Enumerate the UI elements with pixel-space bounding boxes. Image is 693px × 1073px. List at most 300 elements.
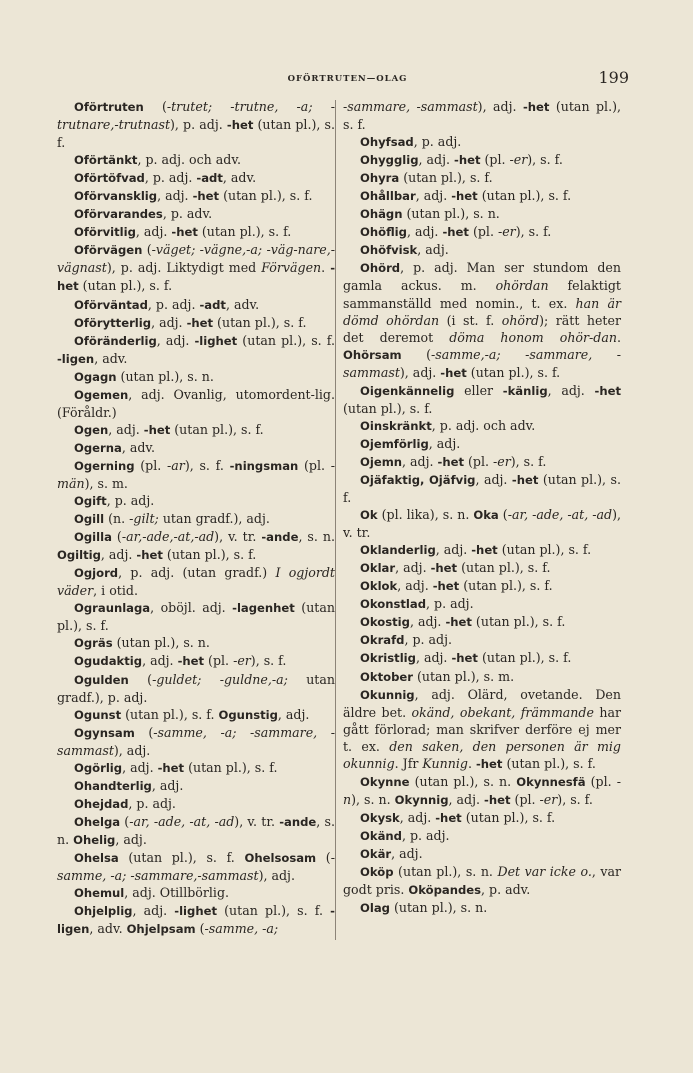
entry-text: (utan pl.), s. f. bbox=[121, 706, 219, 722]
entry-text: , p. adj. (utan gradf.) bbox=[118, 565, 276, 581]
entry-text: , adj. bbox=[277, 706, 310, 722]
entry-text: ( bbox=[195, 921, 205, 937]
headword: Ohelig bbox=[73, 832, 116, 847]
dictionary-entry bbox=[343, 577, 621, 595]
entry-text: (utan pl.), s. f. bbox=[457, 560, 551, 576]
running-head: OFÖRTRUTEN—OLAG bbox=[287, 74, 408, 84]
headword: -het bbox=[442, 225, 469, 240]
headword: Ohyra bbox=[360, 171, 400, 186]
italic-text: -er bbox=[233, 653, 251, 669]
headword: Ogynsam bbox=[74, 725, 135, 740]
entry-text: ), adj. bbox=[258, 868, 295, 884]
headword: -het bbox=[435, 810, 462, 825]
entry-text: (utan pl.), s. f. bbox=[466, 364, 561, 380]
entry-text: , adj. bbox=[448, 791, 485, 807]
headword: Oförtruten bbox=[74, 100, 144, 114]
dictionary-entry bbox=[57, 510, 335, 528]
headword: -het bbox=[484, 792, 511, 807]
entry-text: , adj. bbox=[417, 242, 449, 258]
entry-text: , s. n. bbox=[57, 813, 335, 847]
entry-text: , adj. bbox=[475, 471, 512, 487]
entry-text: . bbox=[321, 260, 331, 276]
dictionary-entry bbox=[57, 98, 335, 151]
entry-text: ( bbox=[142, 242, 152, 258]
entry-text: (utan pl.), s. f. bbox=[213, 314, 307, 330]
headword: Ogagn bbox=[74, 369, 117, 384]
headword: -het bbox=[451, 651, 478, 666]
italic-text: -ar, -ade, -at, -ad bbox=[507, 507, 613, 523]
entry-text: (utan pl.), s. f. bbox=[343, 400, 433, 416]
italic-text: Kunnig bbox=[422, 755, 468, 771]
headword: Ogörlig bbox=[74, 760, 123, 775]
headword: -het bbox=[57, 261, 335, 294]
entry-text: (utan pl.), s. n. bbox=[116, 368, 214, 384]
dictionary-entry bbox=[57, 724, 335, 759]
headword: -ningsman bbox=[229, 458, 299, 473]
entry-text: , adj. bbox=[157, 188, 193, 204]
headword: Ohelsa bbox=[74, 850, 119, 865]
entry-text: , adj. Otillbörlig. bbox=[124, 885, 230, 901]
headword: Oköp bbox=[360, 865, 394, 880]
dictionary-entry bbox=[57, 492, 335, 510]
entry-text: , adv. bbox=[94, 350, 128, 366]
entry-text: (utan pl.), s. f. bbox=[343, 99, 621, 133]
headword: Oförtöfvad bbox=[74, 171, 145, 186]
italic-text: I ogjordt väder bbox=[57, 565, 335, 599]
dictionary-entry bbox=[343, 668, 621, 686]
entry-text: , adj. bbox=[415, 650, 452, 666]
headword: -het bbox=[177, 654, 205, 669]
dictionary-entry bbox=[57, 902, 335, 938]
headword: Ogulden bbox=[74, 672, 129, 687]
entry-text: , adj. bbox=[435, 542, 472, 558]
headword: Oförväntad bbox=[74, 297, 148, 312]
column-divider bbox=[335, 100, 336, 940]
dictionary-entry bbox=[343, 649, 621, 667]
dictionary-entry bbox=[343, 631, 621, 649]
dictionary-entry bbox=[343, 98, 621, 133]
dictionary-entry bbox=[343, 259, 621, 381]
headword: Ohygglig bbox=[360, 153, 419, 168]
entry-text: ), s. f. bbox=[515, 224, 552, 240]
entry-text: (pl. bbox=[298, 457, 331, 473]
entry-text: (pl. lika), s. n. bbox=[377, 507, 474, 523]
headword: -het bbox=[186, 315, 214, 330]
entry-text: , adj. bbox=[108, 421, 144, 437]
dictionary-entry bbox=[57, 795, 335, 813]
entry-text: , adj. bbox=[151, 314, 187, 330]
entry-text: (utan pl.), s. f. bbox=[197, 224, 292, 240]
headword: -lagenhet bbox=[232, 601, 295, 616]
headword: Okynne bbox=[360, 774, 410, 789]
headword: Oförtänkt bbox=[74, 153, 138, 168]
entry-text: , p. adj. bbox=[401, 827, 450, 843]
headword: Oförytterlig bbox=[74, 315, 152, 330]
headword: -het bbox=[445, 615, 472, 630]
headword: Oklok bbox=[360, 579, 398, 594]
entry-text: , p. adj. bbox=[426, 596, 474, 612]
headword: -het bbox=[440, 365, 467, 380]
dictionary-entry bbox=[343, 205, 621, 223]
headword: -het bbox=[143, 422, 171, 437]
entry-text: , adj. bbox=[397, 578, 433, 594]
entry-text: (utan pl.), s. f. bbox=[461, 809, 556, 825]
headword: -het bbox=[437, 454, 465, 469]
entry-text: , adj. bbox=[142, 653, 178, 669]
dictionary-entry bbox=[57, 777, 335, 795]
entry-text: , p. adj. bbox=[404, 632, 453, 648]
entry-text: , i otid. bbox=[93, 583, 138, 599]
entry-text: ( bbox=[401, 346, 432, 362]
headword: Oföränderlig bbox=[74, 333, 157, 348]
headword: -het bbox=[171, 225, 198, 240]
entry-text: , adj. bbox=[132, 903, 175, 919]
entry-text: , adj. bbox=[395, 560, 431, 576]
entry-text: ( bbox=[111, 529, 122, 545]
entry-text: (pl. bbox=[468, 224, 498, 240]
entry-text: . bbox=[616, 329, 621, 345]
entry-text: (utan pl.), s. f. bbox=[219, 188, 313, 204]
headword: Oka bbox=[473, 508, 499, 523]
entry-text: , adj. bbox=[115, 831, 147, 847]
dictionary-entry bbox=[57, 439, 335, 457]
entry-text: , adj. bbox=[402, 453, 438, 469]
headword: Okär bbox=[360, 846, 392, 861]
entry-text: ( bbox=[143, 99, 167, 114]
entry-text: , adj. Olärd, ovetande. Den äldre bet. bbox=[343, 686, 621, 720]
entry-text: , var godt pris. bbox=[343, 864, 622, 898]
italic-text: -sammare, -sammast bbox=[343, 99, 478, 114]
entry-text: , p. adj. och adv. bbox=[137, 152, 241, 168]
headword: Oförvägen bbox=[74, 243, 143, 258]
headword: Okynnesfä bbox=[516, 774, 586, 789]
entry-text: , p. adv. bbox=[481, 882, 531, 898]
dictionary-entry bbox=[343, 541, 621, 559]
entry-text: , adv. bbox=[225, 296, 260, 312]
entry-text: , adj. bbox=[418, 152, 455, 168]
headword: Ohållbar bbox=[360, 189, 416, 204]
entry-text: (utan pl.), s. f. bbox=[162, 547, 257, 563]
headword: Ohelga bbox=[74, 814, 121, 829]
headword: -lighet bbox=[174, 904, 217, 919]
entry-text: ), p. adj. Liktydigt med bbox=[106, 260, 262, 276]
headword: Okostig bbox=[360, 615, 410, 630]
entry-text: (pl. bbox=[204, 653, 234, 669]
headword: Okysk bbox=[360, 810, 400, 825]
entry-text: (utan pl.), s. f. bbox=[170, 421, 264, 437]
dictionary-entry bbox=[343, 223, 621, 241]
headword: -ligen bbox=[57, 351, 95, 366]
headword: Oigenkännelig bbox=[360, 383, 455, 398]
headword: -ande bbox=[279, 814, 317, 829]
dictionary-entry bbox=[343, 595, 621, 613]
entry-text: (utan pl.), s. f. bbox=[216, 903, 331, 919]
entry-text: ), s. n. bbox=[351, 791, 395, 807]
left-column bbox=[57, 98, 335, 938]
dictionary-entry bbox=[343, 435, 621, 453]
entry-text: (pl. bbox=[585, 773, 617, 789]
dictionary-entry bbox=[343, 845, 621, 863]
entry-text: (utan pl.), s. n. bbox=[112, 635, 210, 651]
headword: Ohelsosam bbox=[244, 850, 317, 865]
italic-text: -samme,-a; -sammare, -sammast bbox=[343, 346, 621, 380]
headword: -het bbox=[522, 100, 550, 114]
headword: -adt bbox=[199, 297, 226, 312]
headword: Oklar bbox=[360, 561, 396, 576]
entry-text: ( bbox=[134, 724, 154, 740]
italic-text: okänd, obekant, främmande bbox=[411, 704, 594, 720]
headword: Ogjord bbox=[74, 566, 119, 581]
headword: Ohöfvisk bbox=[360, 243, 418, 258]
headword: Okrafd bbox=[360, 633, 405, 648]
entry-text: , oböjl. adj. bbox=[150, 600, 233, 616]
entry-text: , adj. bbox=[100, 547, 137, 563]
headword: Ogilla bbox=[74, 530, 112, 545]
entry-text: ); rätt heter det deremot bbox=[343, 312, 621, 345]
headword: Ohemul bbox=[74, 886, 125, 901]
entry-text: ( bbox=[498, 507, 508, 523]
dictionary-entry bbox=[57, 223, 335, 241]
headword: Ohägn bbox=[360, 207, 403, 222]
headword: -het bbox=[475, 756, 503, 771]
entry-text: (n. bbox=[104, 511, 130, 527]
italic-text: -guldet; -guldne,-a; bbox=[152, 671, 288, 687]
dictionary-entry bbox=[57, 599, 335, 634]
entry-text: ( bbox=[120, 813, 130, 829]
entry-text: ), s. f. bbox=[527, 152, 563, 168]
headword: -het bbox=[157, 760, 185, 775]
italic-text: -samme, -a; -sammare,-sammast bbox=[57, 849, 335, 884]
entry-text: (utan pl.), s. n. bbox=[389, 900, 488, 916]
dictionary-entry bbox=[343, 151, 621, 169]
page-header bbox=[60, 68, 635, 92]
dictionary-entry bbox=[57, 296, 335, 314]
entry-text: , adj. bbox=[415, 188, 452, 204]
headword: Ojemförlig bbox=[360, 436, 429, 451]
dictionary-entry bbox=[343, 559, 621, 577]
dictionary-entry bbox=[343, 453, 621, 471]
italic-text: -er bbox=[509, 152, 528, 168]
italic-text: döma honom ohör-dan bbox=[449, 329, 617, 345]
entry-text: , adj. bbox=[122, 759, 158, 775]
entry-text: ), s. m. bbox=[84, 475, 128, 491]
entry-text: (i st. f. bbox=[439, 312, 502, 328]
entry-text: , adj. bbox=[409, 614, 446, 630]
dictionary-entry bbox=[57, 421, 335, 439]
italic-text: -n bbox=[343, 773, 622, 807]
dictionary-entry bbox=[57, 151, 335, 169]
headword: Oförvitlig bbox=[74, 225, 136, 240]
entry-text: ), s. f. bbox=[557, 791, 593, 807]
dictionary-entry bbox=[57, 671, 335, 706]
dictionary-entry bbox=[57, 187, 335, 205]
headword: Ogerning bbox=[74, 458, 135, 473]
entry-text: , adj. bbox=[399, 809, 436, 825]
dictionary-entry bbox=[343, 506, 621, 541]
dictionary-entry bbox=[343, 613, 621, 631]
dictionary-entry bbox=[343, 169, 621, 187]
headword: Ogill bbox=[74, 512, 105, 527]
dictionary-entry bbox=[57, 634, 335, 652]
entry-text: (utan pl.), s. f. bbox=[57, 117, 335, 151]
dictionary-entry bbox=[343, 133, 621, 151]
headword: Ohejdad bbox=[74, 796, 129, 811]
dictionary-entry bbox=[57, 368, 335, 386]
entry-text: , adv. bbox=[222, 170, 257, 186]
headword: Ohöflig bbox=[360, 225, 407, 240]
headword: Ogift bbox=[74, 494, 107, 509]
dictionary-entry bbox=[57, 652, 335, 670]
italic-text: -ar, -ade, -at, -ad bbox=[129, 813, 235, 829]
entry-text: , p. adj. och adv. bbox=[431, 417, 536, 433]
entry-text: (utan pl.), s. f. bbox=[118, 849, 245, 865]
dictionary-entry bbox=[343, 417, 621, 435]
entry-text: utan gradf.), p. adj. bbox=[57, 671, 335, 705]
entry-text: , adj. bbox=[156, 332, 195, 348]
italic-text: -män bbox=[57, 457, 336, 491]
dictionary-entry bbox=[343, 773, 621, 809]
entry-text: (utan pl.), s. f. bbox=[184, 759, 278, 775]
headword: Oktober bbox=[360, 669, 413, 684]
headword: Ogudaktig bbox=[74, 654, 143, 669]
entry-text: , s. n. bbox=[298, 529, 336, 545]
entry-text: ), adj. bbox=[477, 99, 523, 114]
entry-text: (utan pl.), s. n. bbox=[402, 206, 500, 222]
dictionary-entry bbox=[343, 241, 621, 259]
headword: -lighet bbox=[194, 333, 238, 348]
headword: -känlig bbox=[502, 383, 548, 398]
italic-text: -samme, -a; bbox=[204, 921, 279, 937]
headword: Okristlig bbox=[360, 651, 416, 666]
italic-text: -er bbox=[493, 453, 511, 469]
entry-text: (pl. bbox=[480, 152, 510, 168]
headword: Okänd bbox=[360, 828, 402, 843]
entry-text: (utan pl.), s. n. bbox=[409, 773, 517, 789]
entry-text: , adj. bbox=[135, 224, 172, 240]
entry-text: , adj. bbox=[547, 382, 595, 398]
entry-text: , adv. bbox=[89, 921, 127, 937]
entry-text: (utan pl.), s. f. bbox=[497, 542, 592, 558]
dictionary-entry bbox=[57, 205, 335, 223]
italic-text: Förvägen bbox=[261, 260, 322, 276]
dictionary-entry bbox=[57, 564, 335, 599]
dictionary-entry bbox=[343, 899, 621, 917]
headword: Ojemn bbox=[360, 454, 403, 469]
headword: Ogunstig bbox=[218, 707, 278, 722]
entry-text: , adj. bbox=[428, 435, 461, 451]
entry-text: ), adj. bbox=[113, 742, 151, 758]
headword: Ohjelplig bbox=[74, 904, 133, 919]
entry-text: ( bbox=[316, 849, 331, 865]
entry-text: ( bbox=[128, 671, 153, 687]
headword: Oinskränkt bbox=[360, 418, 432, 433]
headword: -ligen bbox=[57, 904, 335, 937]
entry-text: . Jfr bbox=[394, 755, 423, 771]
entry-text: , p. adj. bbox=[106, 493, 155, 509]
dictionary-entry bbox=[57, 314, 335, 332]
italic-text: -samme, -a; -sammare, -sammast bbox=[57, 724, 335, 758]
dictionary-entry bbox=[343, 863, 621, 899]
headword: Ojäfaktig, Ojäfvig bbox=[360, 472, 476, 487]
entry-text: ), v. tr. bbox=[234, 813, 280, 829]
headword: Ohörsam bbox=[343, 347, 402, 362]
entry-text: (utan pl.), s. n. bbox=[393, 864, 498, 880]
italic-text: -er bbox=[539, 791, 558, 807]
dictionary-entry bbox=[343, 471, 621, 506]
entry-text: (utan pl.), s. f. bbox=[502, 755, 596, 771]
headword: -het bbox=[136, 548, 163, 563]
italic-text: -er bbox=[497, 224, 516, 240]
entry-text: , p. adv. bbox=[162, 206, 213, 222]
headword: Okonstlad bbox=[360, 597, 427, 612]
entry-text: (utan pl.), s. f. bbox=[399, 170, 493, 186]
entry-text: , adj. bbox=[391, 845, 423, 861]
dictionary-entry bbox=[343, 809, 621, 827]
entry-text: utan gradf.), adj. bbox=[158, 511, 270, 527]
headword: Ohyfsad bbox=[360, 135, 414, 150]
entry-text: (utan pl.), s. f. bbox=[477, 650, 572, 666]
entry-text: (utan pl.), s. f. bbox=[57, 600, 335, 634]
dictionary-entry bbox=[343, 827, 621, 845]
entry-text: (pl. bbox=[134, 457, 168, 473]
italic-text: han är dömd ohördan bbox=[343, 295, 621, 328]
italic-text: ohörd bbox=[501, 312, 540, 328]
entry-text: , p. adj. bbox=[147, 296, 200, 312]
dictionary-entry bbox=[57, 884, 335, 902]
headword: Ohörd bbox=[360, 261, 401, 276]
dictionary-entry bbox=[57, 849, 335, 884]
italic-text: -ar bbox=[167, 457, 185, 473]
entry-text: (utan pl.), s. f. bbox=[237, 332, 335, 348]
entry-text: ), p. adj. bbox=[170, 117, 227, 133]
headword: Ogräs bbox=[74, 636, 113, 651]
headword: Olag bbox=[360, 901, 390, 916]
dictionary-entry bbox=[343, 382, 621, 417]
italic-text: -trutet; -trutne, -a; -trutnare,-trutnast bbox=[57, 99, 335, 133]
headword: -adt bbox=[196, 171, 223, 186]
entry-text: , p. adj. bbox=[128, 795, 176, 811]
headword: Ok bbox=[360, 508, 378, 523]
headword: Okunnig bbox=[360, 687, 415, 702]
entry-text: ), v. tr. bbox=[214, 529, 262, 545]
headword: Ohjelpsam bbox=[126, 922, 196, 937]
entry-text: eller bbox=[454, 382, 503, 398]
dictionary-entry bbox=[57, 386, 335, 421]
entry-text: ), adj. bbox=[399, 364, 441, 380]
dictionary-entry bbox=[57, 706, 335, 724]
italic-text: -väget; -vägne,-a; -väg-nare,-vägnast bbox=[57, 242, 336, 276]
headword: Okynnig bbox=[394, 792, 449, 807]
entry-text: (utan pl.), s. f. bbox=[477, 188, 572, 204]
entry-text: (utan pl.), s. m. bbox=[412, 668, 515, 684]
entry-text: , adj. Ovanlig, utomordent-lig. (Föråldr.) bbox=[57, 386, 335, 420]
dictionary-entry bbox=[57, 169, 335, 187]
headword: Oförvarandes bbox=[74, 207, 163, 222]
headword: Oklanderlig bbox=[360, 543, 436, 558]
entry-text: (utan pl.), s. f. bbox=[78, 278, 173, 294]
headword: -ande bbox=[261, 530, 299, 545]
italic-text: den saken, den personen är mig okunnig bbox=[343, 738, 621, 771]
entry-text: (utan pl.), s. f. bbox=[459, 578, 553, 594]
dictionary-entry bbox=[343, 187, 621, 205]
headword: -het bbox=[451, 189, 478, 204]
headword: -het bbox=[226, 118, 254, 133]
headword: -het bbox=[430, 561, 458, 576]
entry-text: , p. adj. bbox=[144, 170, 197, 186]
dictionary-entry bbox=[57, 528, 335, 564]
entry-text: , adv. bbox=[121, 439, 156, 455]
headword: Oförvansklig bbox=[74, 189, 158, 204]
